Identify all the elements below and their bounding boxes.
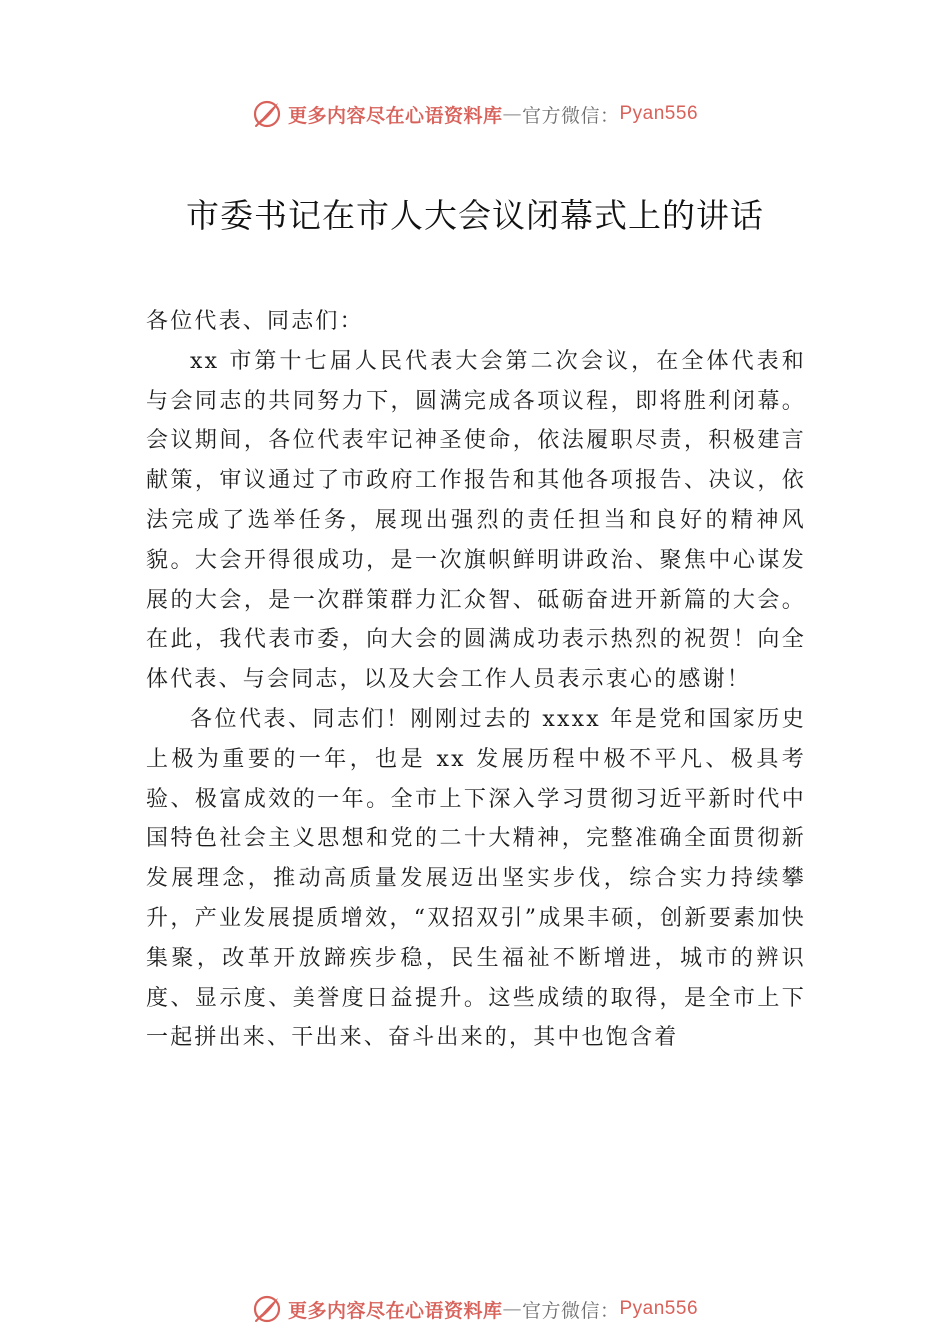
watermark-wechat-id: Pyan556 [619, 103, 699, 124]
watermark-header [0, 94, 950, 134]
watermark-separator: — [502, 103, 522, 125]
salutation: 各位代表、同志们： [146, 309, 364, 334]
document-body [146, 302, 806, 1058]
watermark-channel-label: 官方微信： [521, 1299, 620, 1322]
watermark-channel-label: 官方微信： [521, 104, 620, 127]
paragraph: xx 市第十七届人民代表大会第二次会议，在全体代表和与会同志的共同努力下，圆满完成各项议程，即将胜利闭幕。会议期间，各位代表牢记神圣使命，依法履职尽责，积极建言献策，审议通过了市政府工作报告和其他各项报告、决议，依法完成了选举任务，展现出强烈的责任担当和良好的精神风貌。大会开得很成功，是一次旗帜鲜明讲政治、聚焦中心谋发展的大会，是一次群策群力汇众智、砥砺奋进开新篇的大会。在此，我代表市委，向大会的圆满成功表示热烈的祝贺！向全体代表、与会同志，以及大会工作人员表示衷心的感谢！ [146, 348, 806, 693]
watermark-wechat-id: Pyan556 [619, 1298, 699, 1319]
quill-logo-icon [252, 99, 282, 129]
watermark-footer [0, 1289, 950, 1329]
watermark-separator: — [502, 1298, 522, 1320]
paragraph: 各位代表、同志们！刚刚过去的 xxxx 年是党和国家历史上极为重要的一年，也是 xx 发展历程中极不平凡、极具考验、极富成效的一年。全市上下深入学习贯彻习近平新时代中国特色社会主义思想和党的二十大精神，完整准确全面贯彻新发展理念，推动高质量发展迈出坚实步伐，综合实力持续攀升，产业发展提质增效，“双招双引”成果丰硕，创新要素加快集聚，改革开放蹄疾步稳，民生福祉不断增进，城市的辨识度、显示度、美誉度日益提升。这些成绩的取得，是全市上下一起拼出来、干出来、奋斗出来的，其中也饱含着 [146, 706, 806, 1051]
watermark-brand: 更多内容尽在心语资料库 [287, 104, 503, 127]
watermark-brand: 更多内容尽在心语资料库 [287, 1299, 503, 1322]
quill-logo-icon [252, 1294, 282, 1324]
document-title: 市委书记在市人大会议闭幕式上的讲话 [186, 196, 764, 235]
